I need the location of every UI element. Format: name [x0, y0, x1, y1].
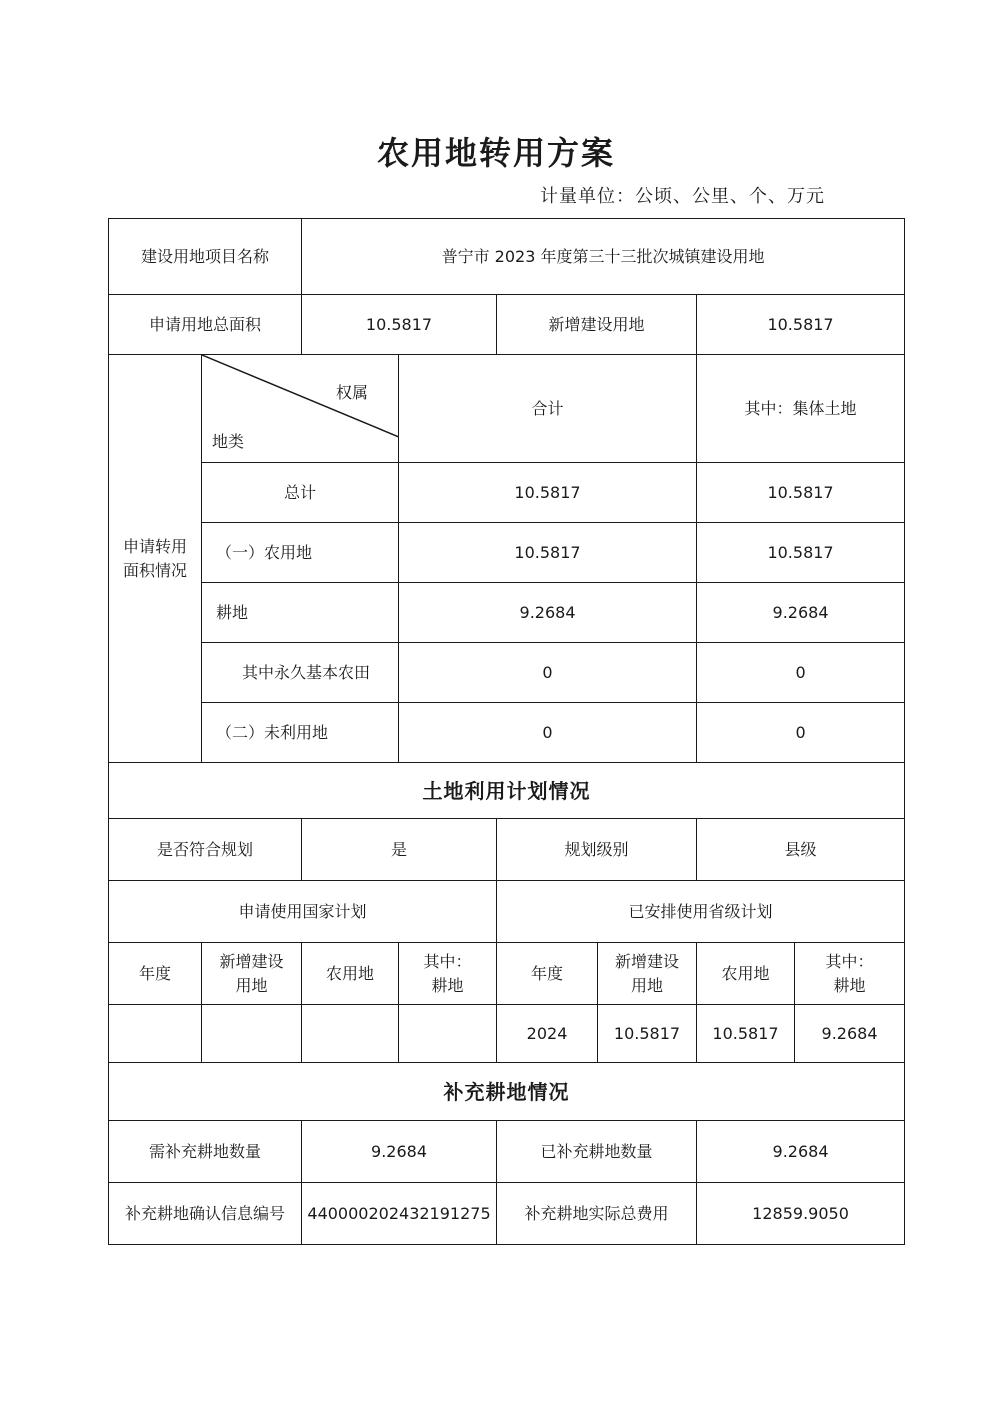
national-farmland-value: [302, 1005, 399, 1063]
provincial-year-value: 2024: [497, 1005, 598, 1063]
row-prime-collective: 0: [697, 643, 905, 703]
conversion-section-label: 申请转用面积情况: [109, 355, 202, 763]
project-name-value: 普宁市 2023 年度第三十三批次城镇建设用地: [302, 219, 905, 295]
measurement-unit: 计量单位：公顷、公里、个、万元: [540, 186, 825, 207]
needed-value: 9.2684: [302, 1121, 497, 1183]
row-label-total: 总计: [202, 463, 399, 523]
level-label: 规划级别: [497, 819, 697, 881]
done-label: 已补充耕地数量: [497, 1121, 697, 1183]
national-new-value: [202, 1005, 302, 1063]
collective-column-header: 其中：集体土地: [697, 355, 905, 463]
provincial-year-header: 年度: [497, 943, 598, 1005]
provincial-farmland-header: 农用地: [697, 943, 795, 1005]
national-cultivated-value: [399, 1005, 497, 1063]
national-new-header: 新增建设 用地: [202, 943, 302, 1005]
national-year-header: 年度: [109, 943, 202, 1005]
row-cultivated-collective: 9.2684: [697, 583, 905, 643]
cost-label: 补充耕地实际总费用: [497, 1183, 697, 1245]
level-value: 县级: [697, 819, 905, 881]
new-construction-label: 新增建设用地: [497, 295, 697, 355]
plan-section-heading: 土地利用计划情况: [109, 763, 905, 819]
document-title: 农用地转用方案: [376, 134, 615, 172]
national-plan-label: 申请使用国家计划: [109, 881, 497, 943]
row-farmland-collective: 10.5817: [697, 523, 905, 583]
cost-value: 12859.9050: [697, 1183, 905, 1245]
done-value: 9.2684: [697, 1121, 905, 1183]
provincial-farmland-value: 10.5817: [697, 1005, 795, 1063]
provincial-plan-label: 已安排使用省级计划: [497, 881, 905, 943]
row-label-farmland: （一）农用地: [202, 523, 399, 583]
new-construction-value: 10.5817: [697, 295, 905, 355]
row-farmland-total: 10.5817: [399, 523, 697, 583]
total-column-header: 合计: [399, 355, 697, 463]
land-type-header: 地类: [212, 432, 245, 451]
provincial-new-header: 新增建设 用地: [598, 943, 697, 1005]
provincial-cultivated-value: 9.2684: [795, 1005, 905, 1063]
total-area-value: 10.5817: [302, 295, 497, 355]
national-year-value: [109, 1005, 202, 1063]
row-label-cultivated: 耕地: [202, 583, 399, 643]
ownership-header: 权属: [336, 383, 369, 402]
project-name-label: 建设用地项目名称: [109, 219, 302, 295]
national-cultivated-header: 其中： 耕地: [399, 943, 497, 1005]
row-total-total: 10.5817: [399, 463, 697, 523]
row-cultivated-total: 9.2684: [399, 583, 697, 643]
provincial-new-value: 10.5817: [598, 1005, 697, 1063]
conversion-form-table: [108, 218, 905, 1245]
row-prime-total: 0: [399, 643, 697, 703]
conform-value: 是: [302, 819, 497, 881]
conform-label: 是否符合规划: [109, 819, 302, 881]
total-area-label: 申请用地总面积: [109, 295, 302, 355]
confirm-number-value: 440000202432191275: [302, 1183, 497, 1245]
row-unused-collective: 0: [697, 703, 905, 763]
row-label-prime-farmland: 其中永久基本农田: [202, 643, 399, 703]
row-total-collective: 10.5817: [697, 463, 905, 523]
provincial-cultivated-header: 其中： 耕地: [795, 943, 905, 1005]
confirm-number-label: 补充耕地确认信息编号: [109, 1183, 302, 1245]
supplement-section-heading: 补充耕地情况: [109, 1063, 905, 1121]
row-unused-total: 0: [399, 703, 697, 763]
needed-label: 需补充耕地数量: [109, 1121, 302, 1183]
row-label-unused: （二）未利用地: [202, 703, 399, 763]
diagonal-header-cell: [202, 355, 399, 463]
national-farmland-header: 农用地: [302, 943, 399, 1005]
